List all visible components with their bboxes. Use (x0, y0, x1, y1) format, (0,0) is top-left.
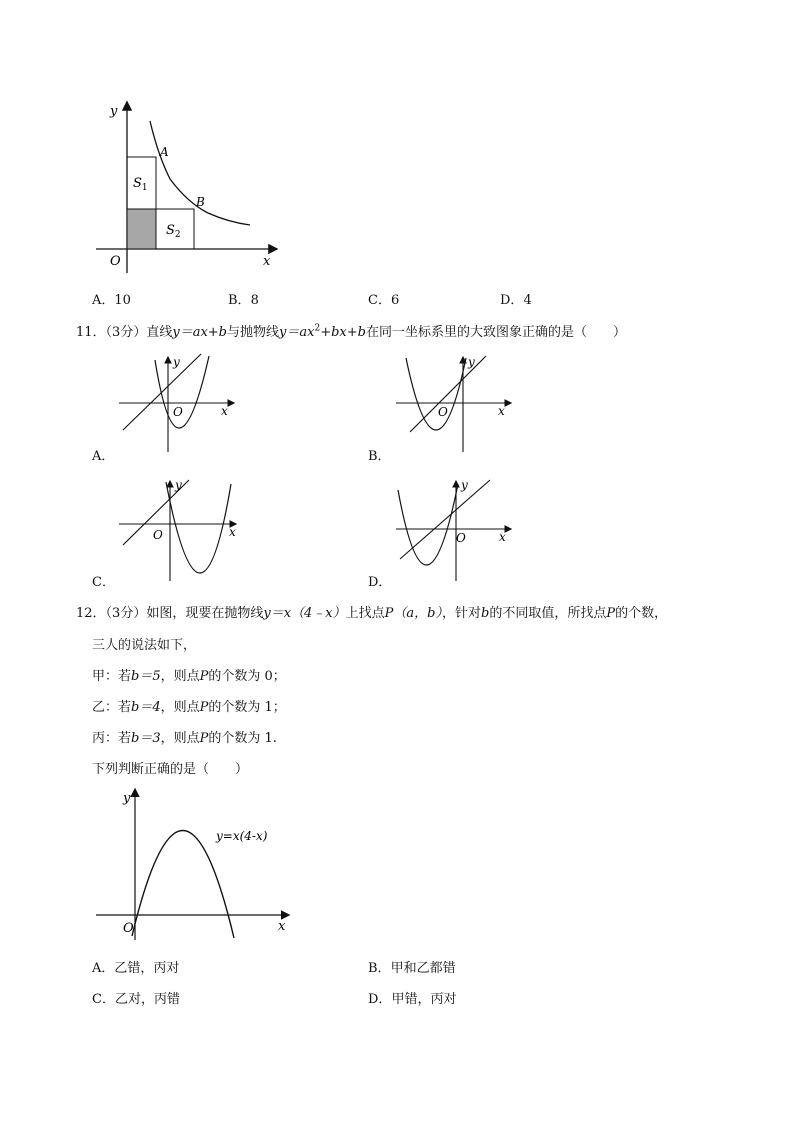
q11-parabola-formula-b: +bx+b (320, 325, 366, 340)
q12-p: P (606, 606, 616, 621)
q12-statement-bing-end: 的个数为 1. (208, 731, 277, 746)
q12-option-c-letter: C． (92, 992, 115, 1007)
q12-statement-yi-end: 的个数为 1； (208, 700, 286, 715)
q12-statement-yi-mid: ，则点 (160, 700, 200, 715)
q10-option-d[interactable] (500, 289, 532, 308)
q12-statement-bing (92, 727, 277, 746)
q10-option-c[interactable] (368, 289, 399, 308)
q11a-x-label: x (221, 404, 228, 418)
q12-statement-yi (92, 696, 286, 715)
q11b-origin-label: O (438, 405, 448, 419)
q11a-origin-label: O (173, 405, 183, 419)
q12-line-2: 三人的说法如下， (92, 638, 197, 653)
q12-curve-label: y=x(4-x) (216, 829, 268, 843)
q10-s2-label (166, 223, 181, 240)
q11-parabola-formula-a: y＝ax (279, 325, 315, 340)
q12-statement-jia-end: 的个数为 0； (208, 669, 286, 684)
q10-s1-subscript: 1 (141, 183, 148, 193)
q11-option-d-letter[interactable]: D． (368, 575, 392, 590)
q11-option-c-letter[interactable]: C． (92, 575, 115, 590)
q11-option-a-letter[interactable]: A． (92, 449, 115, 464)
q11-number: 11． (76, 325, 106, 340)
q12-text-5: 的个数， (615, 606, 668, 621)
q10-option-b[interactable] (228, 289, 259, 308)
q12-option-a[interactable] (92, 957, 179, 976)
q12-statement-yi-cond: b＝4 (131, 700, 161, 715)
q12-point: P（a，b） (384, 606, 442, 621)
q11d-y-label: y (461, 478, 468, 492)
q12-statement-jia-cond: b＝5 (131, 669, 161, 684)
q12-statement-bing-p: P (199, 731, 209, 746)
q11a-y-label: y (173, 355, 180, 369)
q11c-y-label: y (175, 478, 182, 492)
q11-parabola-exponent: 2 (314, 323, 321, 334)
q10-point-a-label: A (160, 145, 169, 159)
q10-option-a[interactable] (92, 289, 131, 308)
q10-option-a-letter: A． (92, 293, 115, 308)
q11b-y-label: y (468, 355, 475, 369)
q11b-x-label: x (498, 404, 505, 418)
q11d-straight-line (400, 480, 490, 559)
q11-score: （3分） (105, 325, 147, 340)
q10-y-label: y (110, 104, 118, 119)
q12-statement-bing-cond: b＝3 (131, 731, 161, 746)
q10-option-c-text: 6 (390, 293, 400, 308)
q10-origin-label: O (110, 254, 121, 269)
q12-text-1: 如图，现要在抛物线 (146, 606, 264, 621)
q11-line-formula: y＝ax+b (172, 325, 227, 340)
q11-graph-a[interactable] (115, 352, 240, 454)
q12-option-d[interactable] (368, 988, 456, 1007)
q12-option-a-text: 乙错，丙对 (114, 961, 180, 976)
q10-shaded-region (127, 209, 156, 249)
q12-figure (92, 786, 292, 942)
q11c-origin-label: O (153, 528, 163, 542)
q11-graph-d[interactable] (392, 478, 517, 583)
q12-statement-bing-who: 丙：若 (92, 731, 132, 746)
q11-parabola-formula (279, 325, 366, 340)
q12-formula: y＝x（4﹣x） (263, 606, 346, 621)
q12-statement-yi-p: P (199, 700, 209, 715)
q10-s1-label (133, 176, 148, 193)
q12-option-c-text: 乙对，丙错 (114, 992, 180, 1007)
q12-option-b[interactable] (368, 957, 456, 976)
q10-option-d-text: 4 (523, 293, 532, 308)
q12-text-4: 的不同取值，所找点 (489, 606, 607, 621)
q10-x-label: x (263, 254, 271, 269)
q12-option-c[interactable] (92, 988, 180, 1007)
q12-question: 下列判断正确的是（ ） (92, 762, 249, 777)
q11c-parabola (166, 482, 231, 573)
q12-b: b (480, 606, 490, 621)
q12-statement-jia (92, 665, 286, 684)
q10-figure (88, 95, 288, 275)
q10-point-b-label: B (196, 195, 205, 209)
q12-option-d-letter: D． (368, 992, 392, 1007)
q10-s2-letter: S (166, 223, 175, 238)
q12-statement-jia-mid: ，则点 (160, 669, 200, 684)
q12-origin-label: O (123, 921, 134, 936)
q12-text-2: 上找点 (345, 606, 385, 621)
q12-option-a-letter: A． (92, 961, 115, 976)
q12-number: 12． (76, 606, 106, 621)
q12-statement-yi-who: 乙：若 (92, 700, 132, 715)
q10-option-b-letter: B． (228, 293, 251, 308)
q11-text-1: 直线 (146, 325, 173, 340)
q10-s1-letter: S (133, 176, 142, 191)
q11d-origin-label: O (456, 531, 466, 545)
q12-parabola (132, 830, 234, 938)
q11-text-2: 与抛物线 (227, 325, 280, 340)
q12-text-3: ，针对 (441, 606, 481, 621)
q11-option-b-letter[interactable]: B． (368, 449, 391, 464)
q12-option-b-letter: B． (368, 961, 391, 976)
q12-score: （3分） (105, 606, 147, 621)
q12-statement-jia-p: P (199, 669, 209, 684)
q12-y-label: y (123, 791, 131, 806)
q10-option-c-letter: C． (368, 293, 391, 308)
q12-statement-jia-who: 甲：若 (92, 669, 132, 684)
q12-stem (76, 602, 667, 621)
q12-option-d-text: 甲错，丙对 (391, 992, 457, 1007)
q10-option-a-text: 10 (114, 293, 131, 308)
q11b-parabola (406, 358, 466, 430)
q12-statement-bing-mid: ，则点 (160, 731, 200, 746)
q10-s2-subscript: 2 (174, 230, 181, 240)
q10-option-d-letter: D． (500, 293, 524, 308)
q12-option-b-text: 甲和乙都错 (390, 961, 456, 976)
q11-text-3: 在同一坐标系里的大致图象正确的是（ ） (365, 325, 626, 340)
q12-x-label: x (278, 919, 286, 934)
q11-stem (76, 321, 626, 340)
q11d-x-label: x (499, 530, 506, 544)
q11-graph-c[interactable] (115, 478, 240, 583)
q11-graph-b[interactable] (392, 352, 517, 454)
q11c-x-label: x (229, 525, 236, 539)
q10-option-b-text: 8 (250, 293, 259, 308)
